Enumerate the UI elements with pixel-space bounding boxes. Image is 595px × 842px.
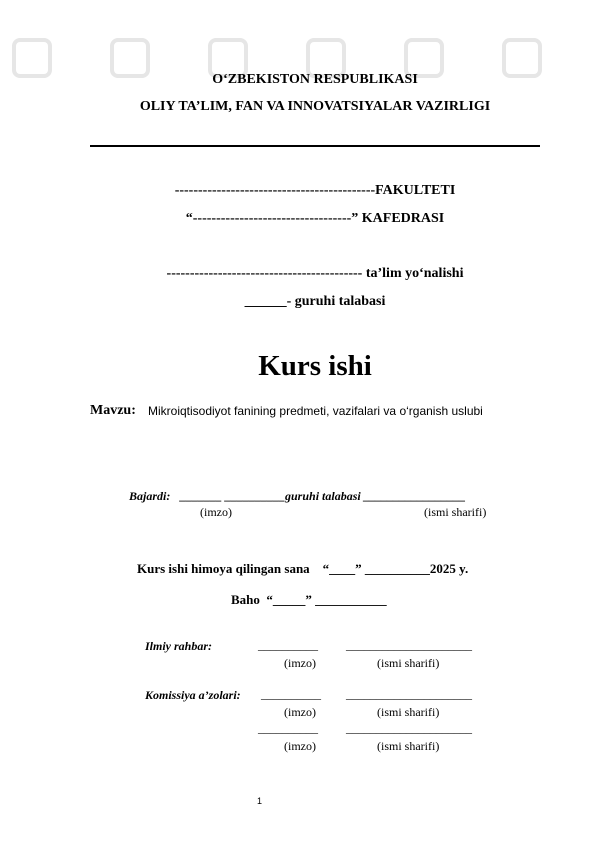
advisor-name-line: _____________________ bbox=[346, 638, 472, 652]
commission-name-caption-2: (ismi sharifi) bbox=[377, 739, 440, 753]
direction-line: ------------------------------------------ ta’lim yo‘nalishi bbox=[166, 266, 464, 281]
commission-sign-line-2: __________ bbox=[258, 721, 318, 735]
faculty-line: -------------------------------------------FAKULTETI bbox=[174, 183, 456, 198]
advisor-sign-line: __________ bbox=[258, 638, 318, 652]
advisor-sign-caption: (imzo) bbox=[284, 656, 316, 670]
page-number: 1 bbox=[257, 796, 263, 806]
performed-name-caption: (ismi sharifi) bbox=[424, 505, 487, 519]
commission-name-caption-1: (ismi sharifi) bbox=[377, 705, 440, 719]
group-line: ______- guruhi talabasi bbox=[244, 294, 386, 309]
commission-label: Komissiya a’zolari: bbox=[145, 688, 241, 702]
commission-sign-caption-2: (imzo) bbox=[284, 739, 316, 753]
commission-sign-line-1: __________ bbox=[261, 687, 321, 701]
header-divider bbox=[90, 145, 540, 147]
commission-name-line-2: _____________________ bbox=[346, 721, 472, 735]
topic-label: Mavzu: bbox=[90, 403, 136, 418]
topic-text: Mikroiqtisodiyot fanining predmeti, vazifalari va o‘rganish uslubi bbox=[148, 404, 483, 418]
document-title: Kurs ishi bbox=[258, 350, 372, 382]
commission-name-line-1: _____________________ bbox=[346, 687, 472, 701]
performed-sign-caption: (imzo) bbox=[200, 505, 232, 519]
republic-heading: O‘ZBEKISTON RESPUBLIKASI bbox=[212, 72, 418, 87]
advisor-label: Ilmiy rahbar: bbox=[145, 639, 213, 653]
performed-line: _______ __________guruhi talabasi _________________ bbox=[180, 489, 466, 503]
performed-label: Bajardi: bbox=[129, 489, 171, 503]
ministry-heading: OLIY TA’LIM, FAN VA INNOVATSIYALAR VAZIRLIGI bbox=[139, 99, 491, 114]
grade-line: Baho “_____” ___________ bbox=[231, 592, 387, 607]
commission-sign-caption-1: (imzo) bbox=[284, 705, 316, 719]
advisor-name-caption: (ismi sharifi) bbox=[377, 656, 440, 670]
defense-date-line: Kurs ishi himoya qilingan sana “____” __________2025 y. bbox=[137, 561, 469, 576]
department-line: “----------------------------------” KAFEDRASI bbox=[185, 211, 445, 226]
